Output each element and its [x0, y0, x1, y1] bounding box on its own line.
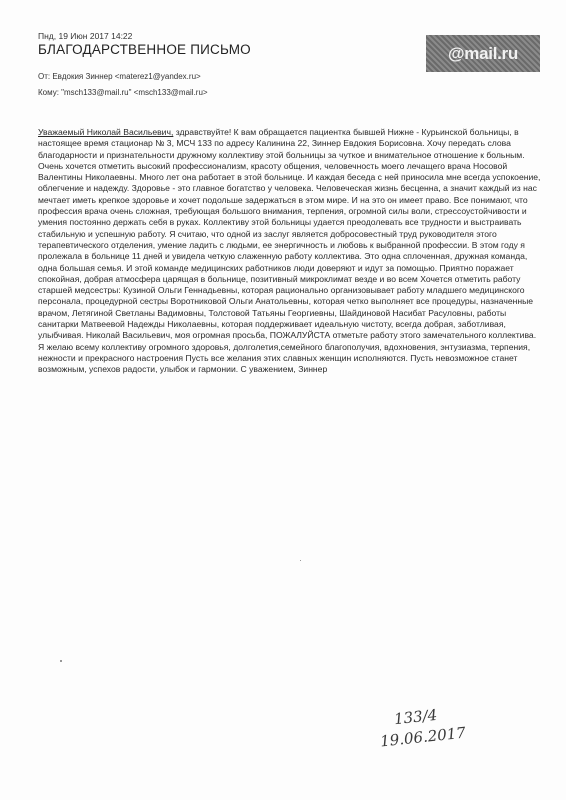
scan-speck: [60, 660, 62, 662]
mail-ru-logo-text: @mail.ru: [448, 43, 518, 63]
scan-speck: [300, 560, 301, 561]
handwritten-reg-number: 133/4: [393, 705, 439, 729]
letter-body: [38, 127, 543, 376]
handwritten-date: 19.06.2017: [379, 723, 467, 751]
from-value: Евдокия Зиннер <materez1@yandex.ru>: [52, 72, 201, 81]
letter-text: здравствуйте! К вам обращается пациентка бывшей Нижне - Курьинской больницы, в настоящее время стационар № 3, МСЧ 133 по адресу Калинина 22, Зиннер Евдокия Борисовна. Хочу передать слова благодарности и признательности дружному коллективу этой больницы за чуткое и внимательное отношение к больным. Очень хочется отметить высокий профессионализм, красоту общения, человечность моего лечащего врача Носовой Валентины Николаевны. Много лет она работает в этой больнице. И каждая беседа с ней приносила мне всегда успокоение, облегчение и надежду. Здоровье - это главное богатство у человека. Человеческая жизнь бесценна, а значит каждый из нас мечтает иметь крепкое здоровье и хочет подольше задержаться в этом мире. И на это он имеет право. Все понимают, что профессия врача очень сложная, требующая большого внимания, терпения, огромной силы воли, стрессоустойчивости и умения постоянно держать себя в руках. Коллективу этой больницы удается преодолевать все трудности и выстраивать стабильную и успешную работу. Я считаю, что одной из заслуг является добросовестный труд руководителя этого терапевтического отделения, умение ладить с людьми, ее энергичность и любовь к выбранной профессии. В этом году я пролежала в больнице 11 дней и увидела четкую слаженную работу коллектива. Это одна сплоченная, дружная команда, одна большая семья. И этой команде медицинских работников люди доверяют и идут за помощью. Приятно поражает спокойная, добрая атмосфера царящая в больнице, позитивный микроклимат везде и во всем Хочется отметить работу старшей медсестры: Кузиной Ольги Геннадьевны, которая рационально организовывает работу младшего медицинского персонала, процедурной сестры Воротниковой Ольги Анатольевны, которая четко выполняет все процедуры, назначенные врачом, Летягиной Светланы Вадимовны, Толстовой Татьяны Георгиевны, Шайдиновой Насибат Расуловны, работы санитарки Матвеевой Надежды Николаевны, которая поддерживает идеальную чистоту, всегда добрая, заботливая, улыбчивая. Николай Васильевич, моя огромная просьба, ПОЖАЛУЙСТА отметьте работу этого замечательного коллектива. Я желаю всему коллективу огромного здоровья, долголетия,семейного благополучия, вдохновения, энтузиазма, терпения, нежности и прекрасного настроения Пусть все желания этих славных женщин исполняются. Пусть невозможное станет возможным, успехов радости, улыбок и гармонии. С уважением, Зиннер: [38, 127, 541, 375]
letter-greeting: Уважаемый Николай Васильевич,: [38, 127, 174, 137]
from-label: От:: [38, 72, 51, 81]
email-date: Пнд, 19 Июн 2017 14:22: [38, 31, 133, 41]
from-line: [38, 72, 201, 81]
to-line: [38, 88, 208, 97]
to-label: Кому:: [38, 88, 59, 97]
mail-ru-logo: [426, 35, 540, 72]
to-value: "msch133@mail.ru" <msch133@mail.ru>: [61, 88, 208, 97]
email-subject-title: БЛАГОДАРСТВЕННОЕ ПИСЬМО: [38, 42, 251, 57]
